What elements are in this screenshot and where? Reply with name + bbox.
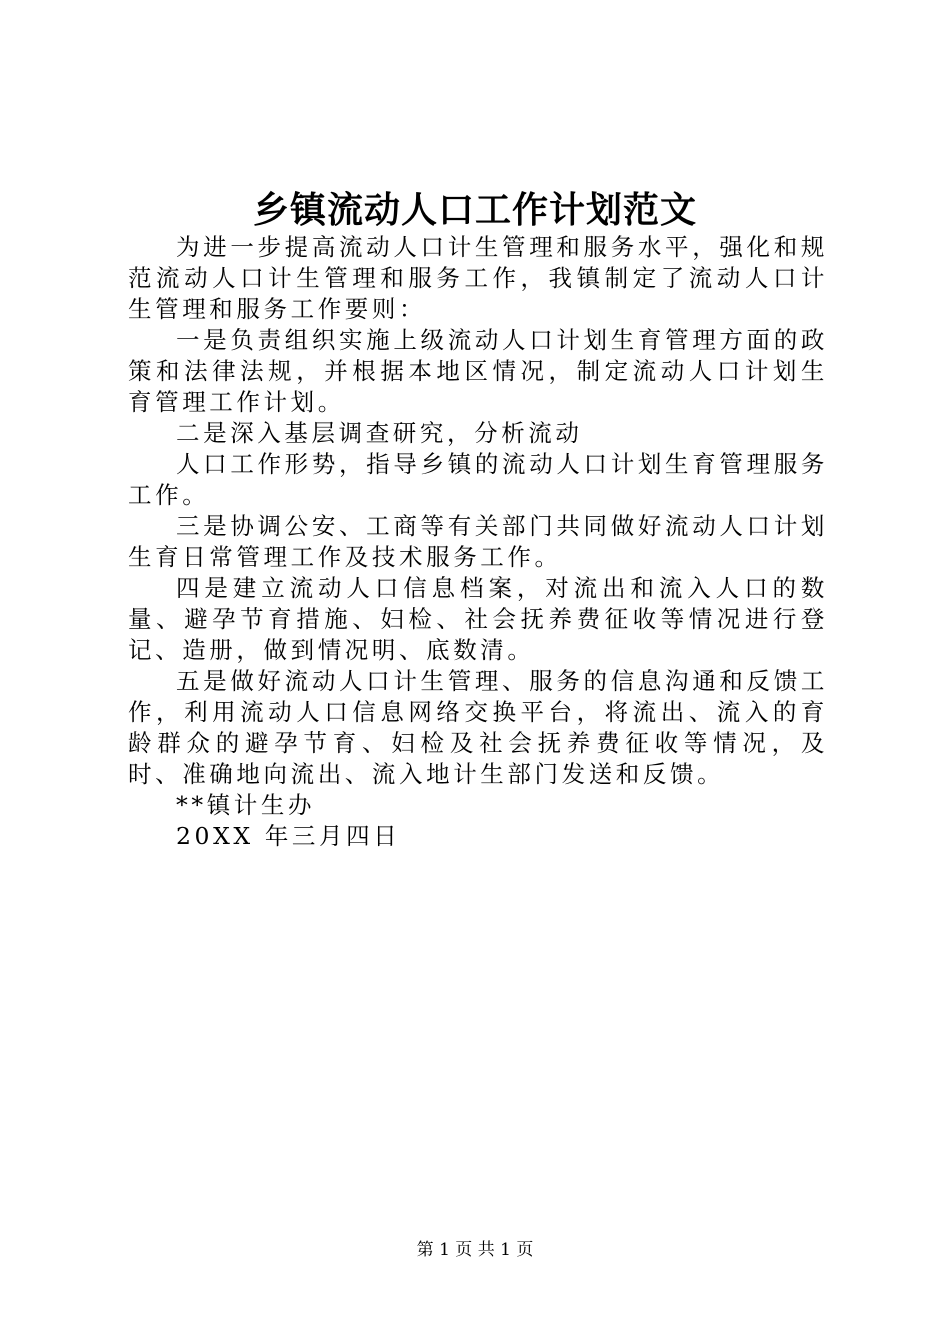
signature: **镇计生办 — [176, 791, 316, 819]
paragraph-intro: 为进一步提高流动人口计生管理和服务水平，强化和规范流动人口计生管理和服务工作，我镇制定了流动人口计生管理和服务工作要则： — [128, 233, 828, 323]
paragraph-item-2-continued: 人口工作形势，指导乡镇的流动人口计划生育管理服务工作。 — [128, 450, 828, 509]
document-body — [128, 232, 828, 852]
paragraph-item-2: 二是深入基层调查研究，分析流动 — [176, 419, 583, 447]
date: 20XX 年三月四日 — [176, 822, 401, 850]
paragraph-item-4: 四是建立流动人口信息档案，对流出和流入人口的数量、避孕节育措施、妇检、社会抚养费征收等情况进行登记、造册，做到情况明、底数清。 — [128, 574, 828, 664]
page-footer: 第 1 页 共 1 页 — [416, 1240, 534, 1260]
paragraph-item-1: 一是负责组织实施上级流动人口计划生育管理方面的政策和法律法规，并根据本地区情况，制定流动人口计划生育管理工作计划。 — [128, 326, 828, 416]
document-title: 乡镇流动人口工作计划范文 — [252, 189, 697, 231]
paragraph-item-5: 五是做好流动人口计生管理、服务的信息沟通和反馈工作，利用流动人口信息网络交换平台，将流出、流入的育龄群众的避孕节育、妇检及社会抚养费征收等情况，及时、准确地向流出、流入地计生部门发送和反馈。 — [128, 667, 828, 788]
paragraph-item-3: 三是协调公安、工商等有关部门共同做好流动人口计划生育日常管理工作及技术服务工作。 — [128, 512, 828, 571]
